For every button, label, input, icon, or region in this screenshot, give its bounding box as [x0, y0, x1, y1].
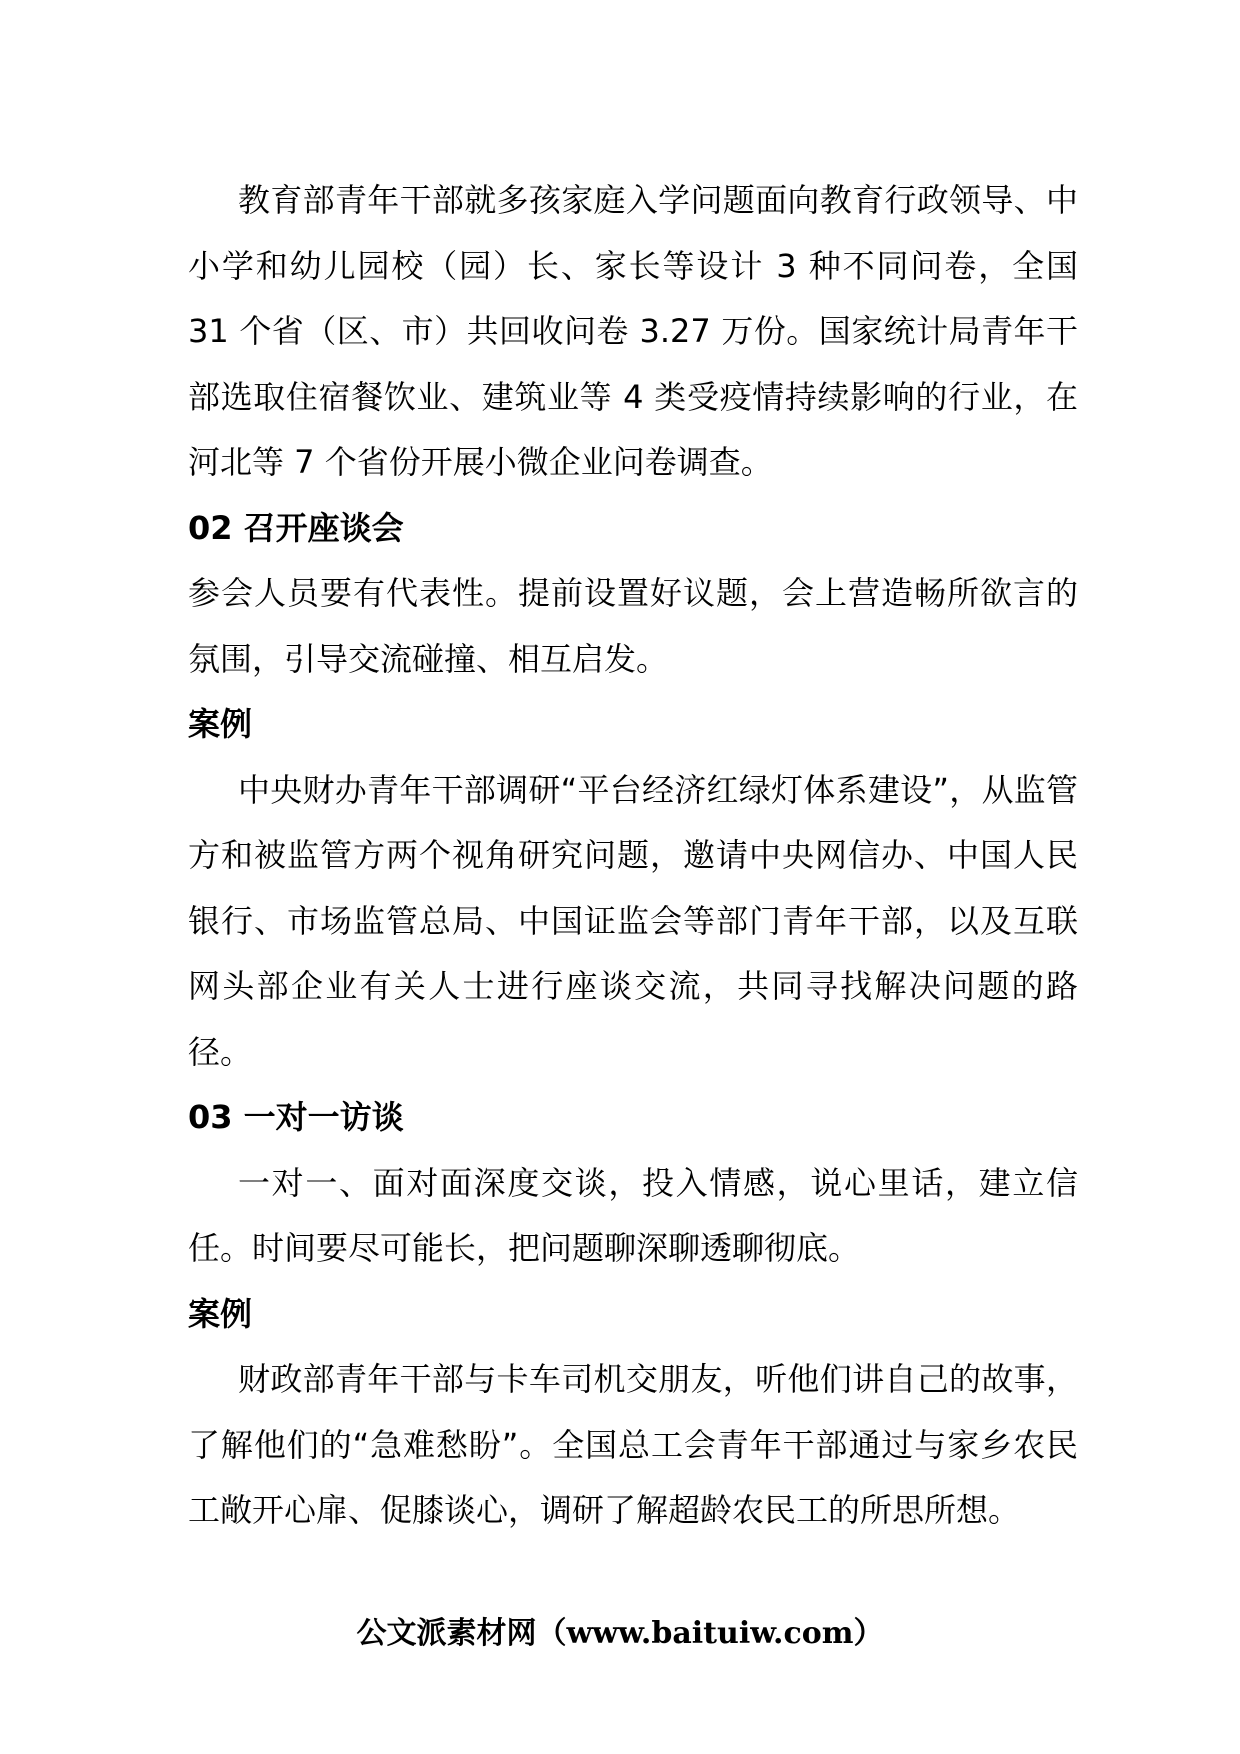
paragraph-symposium-case: 中央财办青年干部调研“平台经济红绿灯体系建设”，从监管方和被监管方两个视角研究问题，邀请中央网信办、中国人民银行、市场监管总局、中国证监会等部门青年干部，以及互联网头部企业有关人士进行座谈交流，共同寻找解决问题的路径。: [188, 770, 1078, 1071]
paragraph-survey-cases: 教育部青年干部就多孩家庭入学问题面向教育行政领导、中小学和幼儿园校（园）长、家长等设计 3 种不同问卷，全国 31 个省（区、市）共回收问卷 3.27 万份。国家统计局青年干部选取住宿餐饮业、建筑业等 4 类受疫情持续影响的行业，在河北等 7 个省份开展小微企业问卷调查。: [188, 181, 1078, 481]
paragraph-symposium-guidance: 参会人员要有代表性。提前设置好议题，会上营造畅所欲言的氛围，引导交流碰撞、相互启发。: [188, 574, 1078, 678]
case-heading: 案例: [188, 1294, 253, 1333]
section-heading-interview: 03 一对一访谈: [188, 1098, 404, 1136]
section-heading-symposium: 02 召开座谈会: [188, 508, 404, 547]
paragraph-interview-case: 财政部青年干部与卡车司机交朋友，听他们讲自己的故事，了解他们的“急难愁盼”。全国总工会青年干部通过与家乡农民工敞开心扉、促膝谈心，调研了解超龄农民工的所思所想。: [188, 1360, 1078, 1529]
footer-watermark-text: 公文派素材网（www.baituiw.com）: [356, 1616, 884, 1651]
document-body: [188, 168, 1078, 1544]
paragraph-interview-guidance: 一对一、面对面深度交谈，投入情感，说心里话，建立信任。时间要尽可能长，把问题聊深聊透聊彻底。: [188, 1163, 1078, 1267]
case-heading: 案例: [188, 705, 253, 743]
